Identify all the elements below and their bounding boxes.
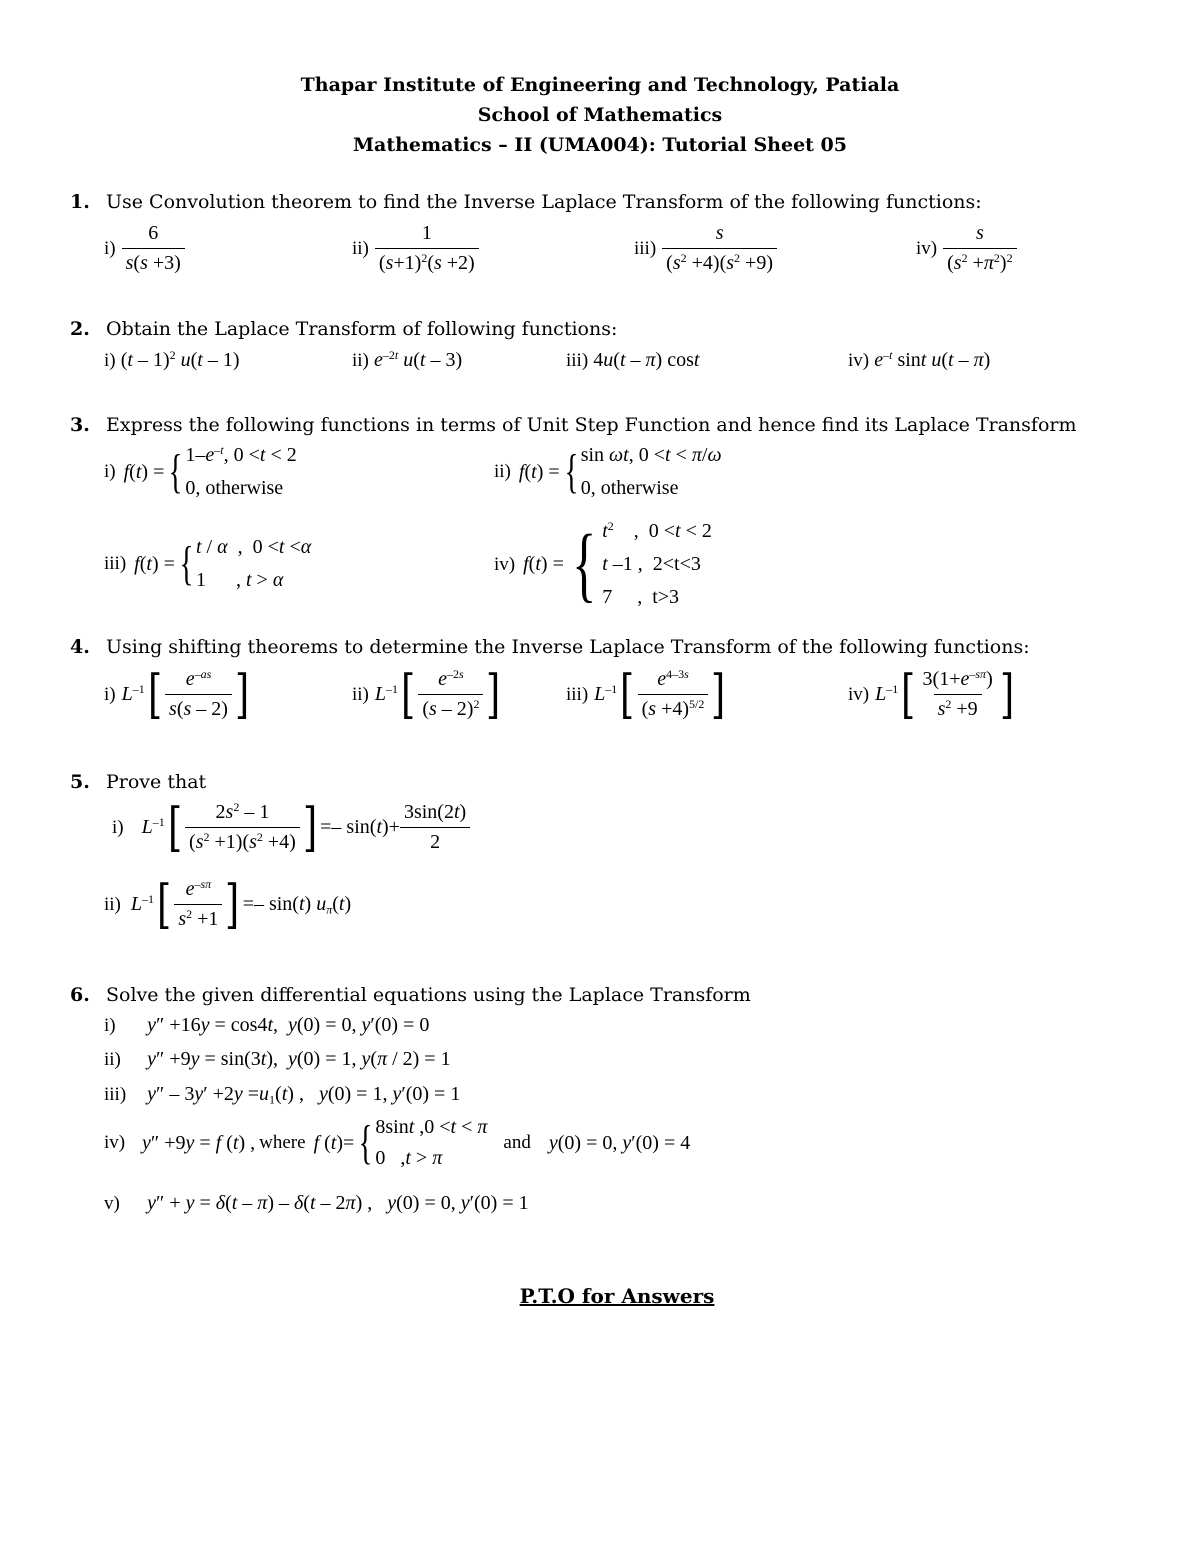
q3-label-1: i)	[104, 461, 116, 482]
q1-item-3	[634, 222, 777, 275]
q5-item-1: i) $L^{-1}$ [ $\frac{2s^2 - 1}{(s^2 +1)(s^2 +4)}$ ] =– sin(t)+ $\frac{3\sin(2t)}{2}$	[112, 801, 470, 854]
q6-expr-3: $y'' - 3y' +2y =u_1(t)$ , y(0) = 1, y′(0) = 1	[147, 1083, 461, 1107]
q3-label-3: iii)	[104, 553, 127, 574]
q6-label-3: iii)	[104, 1084, 127, 1105]
q4-expr-2: $L^{-1}$	[374, 681, 399, 705]
q1-number: 1.	[70, 191, 90, 213]
q1-item-1	[104, 222, 185, 275]
q5-text: Prove that	[106, 771, 207, 793]
q2-label-2: ii)	[352, 350, 369, 371]
q1-label-1: i)	[104, 237, 116, 259]
q4-label-1: i)	[104, 683, 116, 705]
q6-cases-4: { 8sint ,0 <t < π 0 ,t > π	[358, 1116, 488, 1169]
q6-expr-4: y″ +9y = f (t) ,	[142, 1131, 256, 1154]
q3-expr-1: f(t) =	[123, 460, 165, 483]
q2-label-1: i)	[104, 350, 116, 371]
q3-cases-1: { $1-e^{-t}$, 0 <t < 2 0, otherwise	[168, 442, 297, 499]
institute-title: Thapar Institute of Engineering and Technology, Patiala	[300, 74, 900, 96]
q4-text: Using shifting theorems to determine the Inverse Laplace Transform of the following functions:	[106, 636, 1030, 658]
q5-item-2: ii) $L^{-1}$ [ $\frac{e^{-s\pi}}{s^2 +1}$ ] =– sin(t) $u_\pi(t)$	[104, 874, 352, 935]
pto-answers-note: P.T.O for Answers	[519, 1284, 715, 1308]
q2-item-2	[352, 349, 462, 372]
q2-item-1	[104, 349, 240, 372]
q1-expr-2: $\frac{1}{(s+1)^2(s +2)}$	[375, 222, 479, 275]
school-title: School of Mathematics	[477, 104, 723, 126]
q4-expr-1: $L^{-1}$	[121, 681, 145, 705]
q2-expr-4: $e^{-t}$ sint u(t – π)	[874, 347, 991, 371]
q3-label-2: ii)	[494, 461, 511, 482]
q3-item-1	[104, 444, 297, 500]
q4-label-2: ii)	[352, 683, 369, 705]
q3-expr-4: f(t) =	[523, 553, 564, 575]
q2-expr-3: 4u(t – π) cost	[593, 349, 700, 371]
q3-cases-2: { sin ωt, 0 <t < π/ω 0, otherwise	[564, 444, 722, 499]
q1-label-2: ii)	[352, 237, 369, 259]
q3-number: 3.	[70, 414, 90, 436]
q2-item-3	[566, 349, 699, 372]
sheet-title: Mathematics – II (UMA004): Tutorial Sheet 05	[353, 134, 847, 156]
q1-expr-4: $\frac{s}{(s^2 +\pi^2)^2}$	[943, 222, 1016, 275]
q5-label-1: i)	[112, 816, 124, 838]
q6-and: and	[503, 1132, 531, 1153]
q1-label-3: iii)	[634, 237, 657, 259]
q6-item-5	[104, 1192, 529, 1215]
q6-text: Solve the given differential equations using the Laplace Transform	[106, 984, 751, 1006]
q6-label-5: v)	[104, 1193, 120, 1214]
q6-number: 6.	[70, 984, 90, 1006]
q2-label-4: iv)	[848, 350, 870, 371]
q6-item-2	[104, 1048, 451, 1071]
q1-text: Use Convolution theorem to find the Inverse Laplace Transform of the following functions:	[106, 191, 982, 213]
q3-expr-3: f(t) =	[134, 552, 175, 575]
q6-label-2: ii)	[104, 1049, 121, 1070]
q6-expr-1: y″ +16y = cos4t, y(0) = 0, y′(0) = 0	[147, 1014, 430, 1036]
q3-expr-2: f(t) =	[518, 460, 560, 483]
q4-item-2: ii) $L^{-1}$ [ $\frac{e^{-2s}}{(s - 2)^2}$ ]	[352, 664, 501, 725]
q6-item-3	[104, 1083, 460, 1106]
q2-text: Obtain the Laplace Transform of following functions:	[106, 318, 618, 340]
q3-cases-3: { t / α , 0 <t <α 1 , t > α	[179, 536, 312, 591]
q6-expr-5: y″ + y = δ(t – π) – δ(t – 2π) , y(0) = 0, y′(0) = 1	[147, 1192, 529, 1214]
q4-item-4: iv) $L^{-1}$ [ $\frac{3(1+e^{-s\pi})}{s^2 +9}$ ]	[848, 664, 1014, 725]
q4-label-4: iv)	[848, 683, 870, 705]
q6-where: where	[259, 1132, 306, 1153]
q3-cases-4: { $t^2$ , 0 <t < 2 t –1 , 2<t<3 7 , t>3	[571, 517, 712, 611]
q4-label-3: iii)	[566, 683, 589, 705]
q1-expr-3: $\frac{s}{(s^2 +4)(s^2 +9)}$	[662, 222, 777, 275]
q4-expr-3: $L^{-1}$	[594, 681, 618, 705]
q3-item-2	[494, 444, 722, 500]
q4-item-1: i) $L^{-1}$ [ $\frac{e^{-as}}{s(s - 2)}$ ]	[104, 664, 250, 725]
q4-item-3: iii) $L^{-1}$ [ $\frac{e^{4-3s}}{(s +4)^{5/2}}$ ]	[566, 664, 726, 725]
q1-item-2	[352, 222, 479, 275]
q2-item-4	[848, 349, 990, 372]
q1-item-4	[916, 222, 1017, 275]
q6-label-1: i)	[104, 1015, 116, 1036]
q5-number: 5.	[70, 771, 90, 793]
q6-item-4: iv) y″ +9y = f (t) , where f (t)= { 8sint ,0 <t < π 0 ,t > π and y(0) = 0, y′(0) = 4	[104, 1116, 691, 1169]
q1-label-4: iv)	[916, 237, 938, 259]
q3-item-4	[494, 517, 712, 611]
q5-expr-1: $L^{-1}$	[141, 814, 165, 838]
q3-item-3	[104, 536, 311, 592]
q6-label-4: iv)	[104, 1132, 126, 1153]
q2-expr-2: $e^{-2t}$ u(t – 3)	[373, 347, 463, 371]
q6-item-1	[104, 1014, 429, 1037]
q1-expr-1: $\frac{6}{s(s +3)}$	[122, 222, 185, 275]
q4-expr-4: $L^{-1}$	[875, 681, 899, 705]
q3-text: Express the following functions in terms of Unit Step Function and hence find its Laplace Transform	[106, 414, 1077, 436]
q3-label-4: iv)	[494, 553, 516, 575]
q2-number: 2.	[70, 318, 90, 340]
q5-expr-2: $L^{-1}$	[130, 891, 155, 915]
q2-label-3: iii)	[566, 350, 589, 371]
q4-number: 4.	[70, 636, 90, 658]
q5-label-2: ii)	[104, 893, 121, 915]
q2-expr-1: (t – 1)$^2$ u(t – 1)	[120, 347, 240, 371]
q6-expr-2: y″ +9y = sin(3t), y(0) = 1, y(π / 2) = 1	[147, 1048, 451, 1070]
